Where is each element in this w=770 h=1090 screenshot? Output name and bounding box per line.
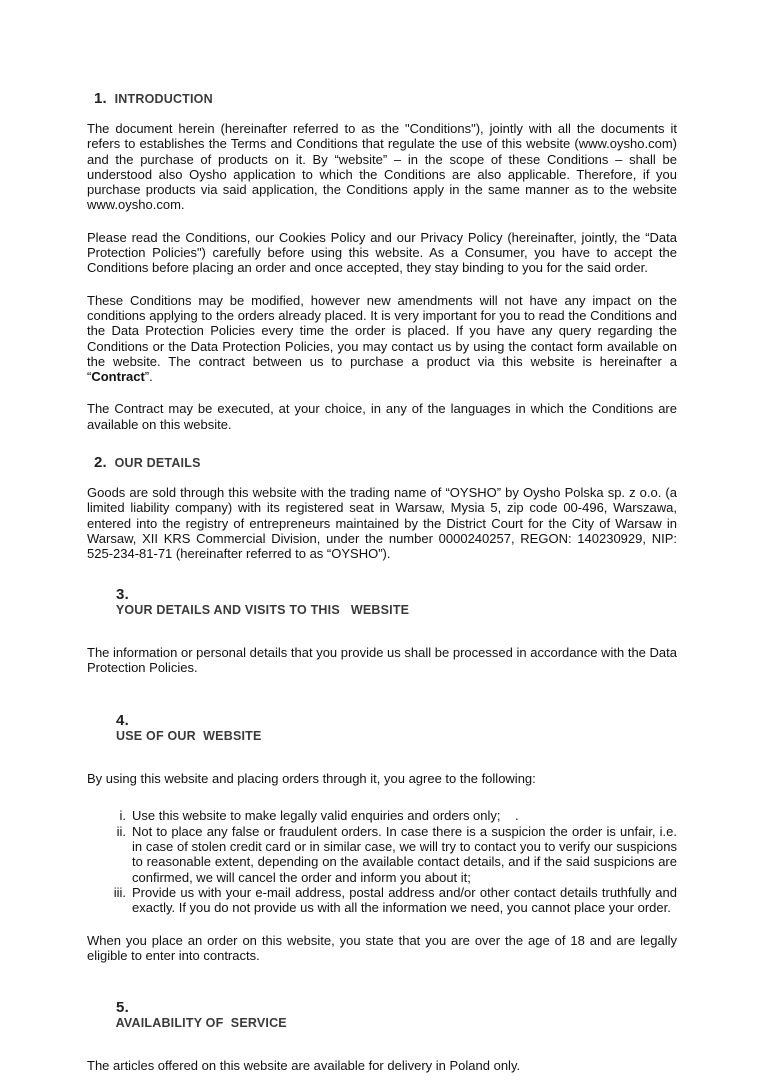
paragraph: The information or personal details that you provide us shall be processed in accordance with the Data Protection Policies. (87, 644, 677, 675)
list-numeral: i. (119, 808, 126, 824)
section-heading (94, 698, 677, 757)
section-number: 3. (116, 585, 129, 603)
list-numeral: ii. (116, 823, 126, 839)
section-your-details (87, 572, 677, 676)
section-number: 4. (116, 712, 129, 730)
paragraph: By using this website and placing orders through it, you agree to the following: (87, 771, 536, 787)
section-heading (94, 454, 677, 471)
list-item-text: Use this website to make legally valid enquiries and orders only; . (132, 808, 519, 824)
section-title: INTRODUCTION (114, 92, 213, 106)
paragraph: Goods are sold through this website with the trading name of “OYSHO” by Oysho Polska sp. z o.o. (a limited liability company) with its registered seat in Warsaw, Mysia 5, zip code 00-496, Warszawa, entered into the registry of entrepreneurs maintained by the District Court for the City of Warsaw in Warsaw, XII KRS Commercial Division, under the number 0000240257, REGON: 140230929, NIP: 525-234-81-71 (hereinafter referred to as “OYSHO”). (87, 485, 677, 562)
paragraph: The Contract may be executed, at your choice, in any of the languages in which the Conditions are available on this website. (87, 401, 677, 432)
section-title: AVAILABILITY OF SERVICE (115, 1016, 287, 1031)
section-heading (94, 572, 677, 631)
section-introduction (87, 90, 677, 432)
section-our-details (87, 454, 677, 561)
list-item (87, 808, 677, 823)
section-title: YOUR DETAILS AND VISITS TO THIS WEBSITE (115, 602, 410, 617)
paragraph: The articles offered on this website are available for delivery in Poland only. (87, 1058, 521, 1074)
section-number: 5. (116, 999, 129, 1017)
section-number: 1. (94, 90, 107, 107)
list-item (87, 824, 677, 885)
list-numeral: iii. (113, 884, 126, 900)
conditions-list (87, 808, 677, 915)
section-heading (94, 985, 677, 1044)
document-page (87, 90, 677, 1090)
section-use-of-website (87, 698, 677, 963)
paragraph: When you place an order on this website, you state that you are over the age of 18 and are legally eligible to enter into contracts. (87, 932, 677, 963)
section-number: 2. (94, 454, 107, 472)
paragraph: Please read the Conditions, our Cookies Policy and our Privacy Policy (hereinafter, jointly, the “Data Protection Policies") carefully before using this website. As a Consumer, you have to accept the Conditions before placing an order and once accepted, they stay binding to you for the said order. (87, 229, 677, 276)
section-title: USE OF OUR WEBSITE (116, 729, 262, 744)
list-item (87, 885, 677, 916)
paragraph-amendments (87, 293, 677, 385)
paragraph: The document herein (hereinafter referred to as the "Conditions"), jointly with all the documents it refers to establishes the Terms and Conditions that regulate the use of this website (www.oysho.com) and the purchase of products on it. By “website” – in the scope of these Conditions – shall be understood also Oysho application to which the Conditions are also applicable. Therefore, if you purchase products via said application, the Conditions apply in the same manner as to the website www.oysho.com. (87, 121, 677, 213)
section-availability (87, 985, 677, 1073)
list-item-text: Not to place any false or fraudulent orders. In case there is a suspicion the order is unfair, i.e. in case of stolen credit card or in similar case, we will try to contact you to verify our suspicions to reasonable extent, depending on the available contact details, and if the said suspicions are confirmed, we will cancel the order and inform you about it; (132, 823, 677, 885)
paragraph-text: These Conditions may be modified, however new amendments will not have any impact on the conditions applying to the orders already placed. It is very important for you to read the Conditions and the Data Protection Policies every time the order is placed. If you have any query regarding the Conditions or the Data Protection Policies, you may contact us by using the contact form available on the website. The contract between us to purchase a product via this website is hereinafter a “ (87, 292, 677, 385)
paragraph-text: ”. (144, 369, 153, 385)
section-title: OUR DETAILS (114, 456, 201, 471)
section-heading (94, 90, 677, 107)
list-item-text: Provide us with your e-mail address, postal address and/or other contact details truthfully and exactly. If you do not provide us with all the information we need, you cannot place your order. (132, 884, 677, 916)
bold-term: Contract (91, 369, 145, 385)
